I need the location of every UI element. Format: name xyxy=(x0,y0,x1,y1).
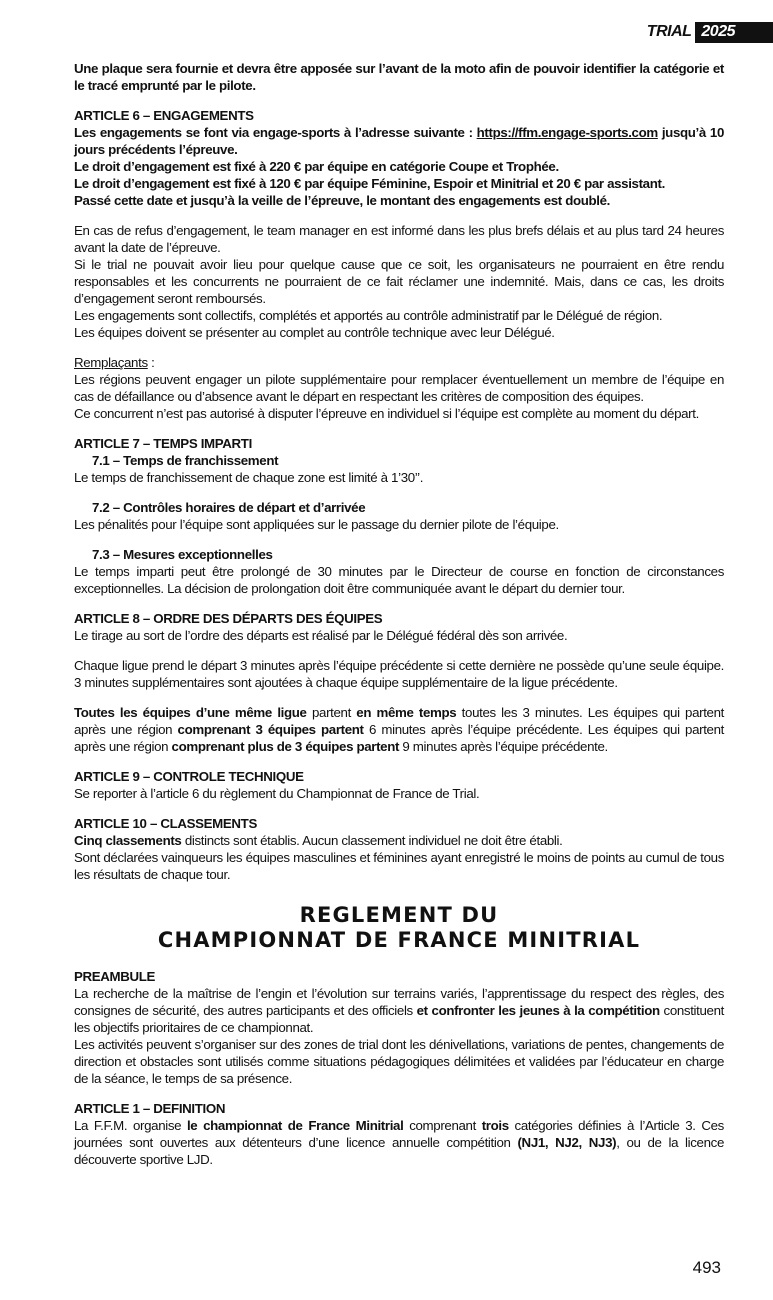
article-7-1-text: Le temps de franchissement de chaque zone est limité à 1’30’’. xyxy=(74,470,424,485)
article-10-para-2: Sont déclarées vainqueurs les équipes masculines et féminines ayant enregistré le moins de points au cumul de tous les résultats de chaque tour. xyxy=(74,850,724,882)
page-body xyxy=(74,60,724,1168)
replacants-label: Remplaçants : xyxy=(74,355,155,370)
article-6-line-2: Le droit d’engagement est fixé à 220 € par équipe en catégorie Coupe et Trophée. xyxy=(74,159,559,174)
article-6 xyxy=(74,107,724,422)
article-7-3-title: 7.3 – Mesures exceptionnelles xyxy=(92,547,273,562)
header-trial: TRIAL xyxy=(646,23,692,40)
article-1-para: La F.F.M. organise le championnat de France Minitrial comprenant trois catégories définies à l’Article 3. Ces journées sont ouvertes aux détenteurs d’une licence annuelle compétition (NJ1, NJ2, NJ3), ou de la licence découverte sportive LJD. xyxy=(74,1118,724,1167)
preambule-para-1: La recherche de la maîtrise de l’engin et l’évolution sur terrains variés, l’apprentissage du respect des règles, des consignes de sécurité, des autres participants et des officiels et confronter les jeunes à la compétition constituent les objectifs prioritaires de ce championnat. xyxy=(74,986,724,1035)
article-10 xyxy=(74,815,724,883)
intro-paragraph: Une plaque sera fournie et devra être apposée sur l’avant de la moto afin de pouvoir identifier la catégorie et le tracé emprunté par le pilote. xyxy=(74,61,724,93)
article-8 xyxy=(74,610,724,755)
article-7-3-text: Le temps imparti peut être prolongé de 30 minutes par le Directeur de course en fonction de circonstances exceptionnelles. La décision de prolongation doit être communiquée avant le départ du dernier tour. xyxy=(74,564,724,596)
section-title-line-2: CHAMPIONNAT DE FRANCE MINITRIAL xyxy=(157,928,641,952)
running-header xyxy=(641,22,773,43)
article-7-2-text: Les pénalités pour l’équipe sont appliquées sur le passage du dernier pilote de l’équipe. xyxy=(74,517,559,532)
article-1-title: ARTICLE 1 – DEFINITION xyxy=(74,1101,226,1116)
article-9-title: ARTICLE 9 – CONTROLE TECHNIQUE xyxy=(74,769,304,784)
article-6-line-3: Le droit d’engagement est fixé à 120 € par équipe Féminine, Espoir et Minitrial et 20 € par assistant. xyxy=(74,176,665,191)
article-6-line-4: Passé cette date et jusqu’à la veille de l’épreuve, le montant des engagements est doublé. xyxy=(74,193,611,208)
article-7 xyxy=(74,435,724,597)
article-10-para-1: Cinq classements distincts sont établis. Aucun classement individuel ne doit être établi. xyxy=(74,833,563,848)
article-6-title: ARTICLE 6 – ENGAGEMENTS xyxy=(74,108,254,123)
article-8-para-1: Le tirage au sort de l’ordre des départs est réalisé par le Délégué fédéral dès son arrivée. xyxy=(74,628,568,643)
article-7-title: ARTICLE 7 – TEMPS IMPARTI xyxy=(74,436,252,451)
preambule-title: PREAMBULE xyxy=(74,969,156,984)
article-6-line-1: Les engagements se font via engage-sports à l’adresse suivante : https://ffm.engage-sports.com jusqu’à 10 jours précédents l’épreuve. xyxy=(74,125,724,157)
engage-sports-link[interactable]: https://ffm.engage-sports.com xyxy=(476,125,658,140)
article-6-para-3: Les engagements sont collectifs, complétés et apportés au contrôle administratif par le Délégué de région. xyxy=(74,308,663,323)
article-9 xyxy=(74,768,724,802)
article-8-para-3: Toutes les équipes d’une même ligue partent en même temps toutes les 3 minutes. Les équipes qui partent après une région comprenant 3 équipes partent 6 minutes après l’équipe précédente. Les équipes qui partent après une région comprenant plus de 3 équipes partent 9 minutes après l’équipe précédente. xyxy=(74,705,724,754)
article-6-para-2: Si le trial ne pouvait avoir lieu pour quelque cause que ce soit, les organisateurs ne pourraient en être rendu responsables et les concurrents ne pourraient de ce fait réclamer une indemnité. Mais, dans ce cas, les droits d’engagement seront remboursés. xyxy=(74,257,724,306)
article-10-title: ARTICLE 10 – CLASSEMENTS xyxy=(74,816,257,831)
article-6-para-1: En cas de refus d’engagement, le team manager en est informé dans les plus brefs délais et au plus tard 24 heures avant la date de l’épreuve. xyxy=(74,223,724,255)
header-year: 2025 xyxy=(695,22,773,43)
page-number: 493 xyxy=(692,1258,721,1277)
article-6-para-4: Les équipes doivent se présenter au complet au contrôle technique avec leur Délégué. xyxy=(74,325,555,340)
article-6-para-5: Les régions peuvent engager un pilote supplémentaire pour remplacer éventuellement un membre de l’équipe en cas de défaillance ou d’absence avant le départ en respectant les critères de composition des équipes. xyxy=(74,372,724,404)
article-9-para-1: Se reporter à l’article 6 du règlement du Championnat de France de Trial. xyxy=(74,786,480,801)
article-8-para-2: Chaque ligue prend le départ 3 minutes après l’équipe précédente si cette dernière ne possède qu’une seule équipe. 3 minutes supplémentaires sont ajoutées à chaque équipe supplémentaire de la ligue précédente. xyxy=(74,658,724,690)
section-title-line-1: REGLEMENT DU xyxy=(299,903,499,927)
article-6-para-6: Ce concurrent n’est pas autorisé à disputer l’épreuve en individuel si l’équipe est complète au moment du départ. xyxy=(74,406,699,421)
minitrial-section xyxy=(74,903,724,1168)
article-7-2-title: 7.2 – Contrôles horaires de départ et d’arrivée xyxy=(92,500,366,515)
article-8-title: ARTICLE 8 – ORDRE DES DÉPARTS DES ÉQUIPES xyxy=(74,611,383,626)
preambule-para-2: Les activités peuvent s’organiser sur des zones de trial dont les dénivellations, variations de pentes, changements de direction et obstacles sont utilisés comme situations pédagogiques délimitées et validées par l’éducateur en charge de la séance, le temps de sa présence. xyxy=(74,1037,724,1086)
article-7-1-title: 7.1 – Temps de franchissement xyxy=(92,453,279,468)
